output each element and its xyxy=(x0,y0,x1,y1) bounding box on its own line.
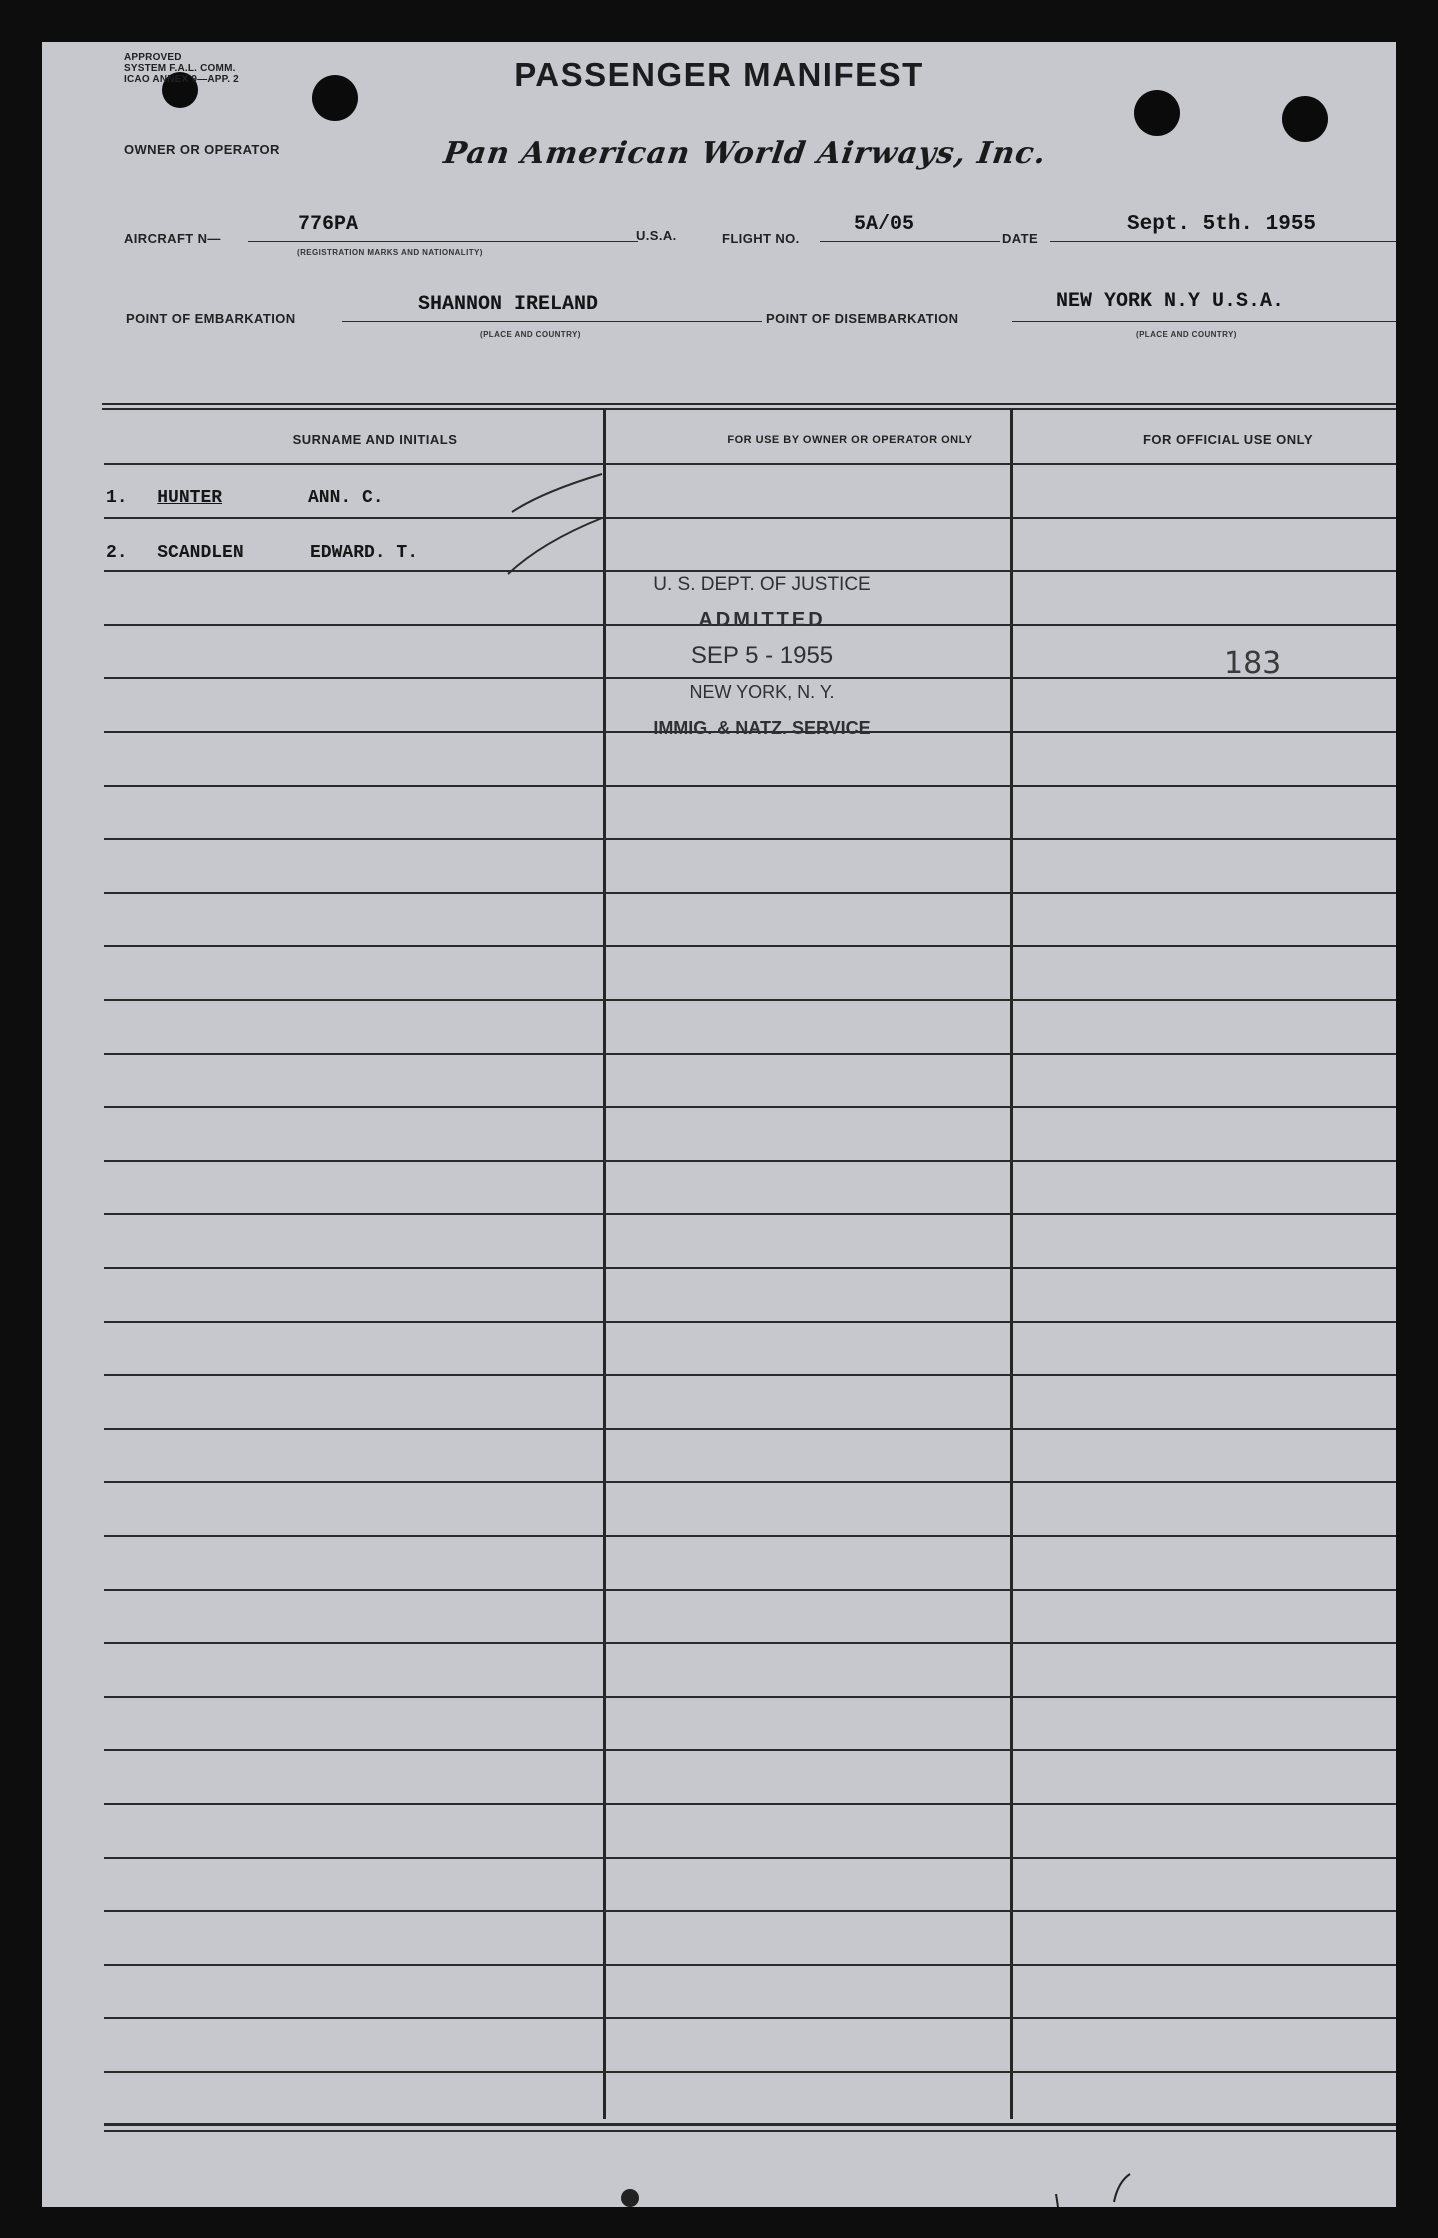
row-rule xyxy=(104,785,1396,787)
punch-hole-right-2 xyxy=(1282,96,1328,142)
stamp-line-city: NEW YORK, N. Y. xyxy=(689,682,835,702)
row-rule xyxy=(104,1267,1396,1269)
row-rule xyxy=(104,517,1396,519)
approval-line: ICAO ANNEX 9—APP. 2 xyxy=(124,74,239,85)
manifest-sheet xyxy=(42,42,1396,2207)
row-rule xyxy=(104,1857,1396,1859)
column-header-operator: FOR USE BY OWNER OR OPERATOR ONLY xyxy=(727,434,973,446)
row-rule xyxy=(104,1213,1396,1215)
table-bottom-rule xyxy=(104,2130,1396,2132)
row-rule xyxy=(104,1749,1396,1751)
disembark-label: POINT OF DISEMBARKATION xyxy=(766,311,959,326)
flight-label: FLIGHT NO. xyxy=(722,231,800,246)
row-rule xyxy=(104,1964,1396,1966)
row-rule xyxy=(104,463,1396,465)
check-marks xyxy=(502,462,612,582)
aircraft-caption: (REGISTRATION MARKS AND NATIONALITY) xyxy=(297,248,483,257)
passenger-row-1 xyxy=(106,488,222,508)
flight-underline xyxy=(820,241,1000,242)
owner-value: Pan American World Airways, Inc. xyxy=(441,136,1049,171)
passenger-initials: ANN. C. xyxy=(308,488,384,508)
date-label: DATE xyxy=(1002,231,1039,246)
punch-hole-right-1 xyxy=(1134,90,1180,136)
stamp-line-dept: U. S. DEPT. OF JUSTICE xyxy=(653,574,871,595)
aircraft-underline xyxy=(248,241,638,242)
row-rule xyxy=(104,2017,1396,2019)
disembark-caption: (PLACE AND COUNTRY) xyxy=(1136,330,1237,339)
passenger-number: 2. xyxy=(106,543,128,563)
usa-label: U.S.A. xyxy=(636,228,677,243)
embark-label: POINT OF EMBARKATION xyxy=(126,311,296,326)
column-divider-2 xyxy=(1010,409,1013,2119)
passenger-surname: HUNTER xyxy=(157,488,223,508)
passenger-initials: EDWARD. T. xyxy=(310,543,419,563)
row-rule xyxy=(104,1160,1396,1162)
stamp-line-admitted: ADMITTED xyxy=(698,609,826,631)
row-rule xyxy=(104,1428,1396,1430)
row-rule xyxy=(104,677,1396,679)
approval-line: APPROVED xyxy=(124,52,182,63)
row-rule xyxy=(104,1481,1396,1483)
embark-underline xyxy=(342,321,762,322)
table-top-rule xyxy=(102,403,1396,405)
row-rule xyxy=(104,1589,1396,1591)
aircraft-label: AIRCRAFT N— xyxy=(124,231,221,246)
row-rule xyxy=(104,892,1396,894)
official-handwritten-note: 183 xyxy=(1224,646,1282,681)
row-rule xyxy=(104,1910,1396,1912)
row-rule xyxy=(104,945,1396,947)
column-header-official: FOR OFFICIAL USE ONLY xyxy=(1142,432,1314,447)
row-rule xyxy=(104,570,1396,572)
table-bottom-rule xyxy=(104,2123,1396,2126)
disembark-underline xyxy=(1012,321,1396,322)
stamp-line-service: IMMIG. & NATZ. SERVICE xyxy=(653,718,871,738)
row-rule xyxy=(104,999,1396,1001)
approval-line: SYSTEM F.A.L. COMM. xyxy=(124,63,236,74)
row-rule xyxy=(104,1642,1396,1644)
owner-label: OWNER OR OPERATOR xyxy=(124,142,280,157)
embark-value: SHANNON IRELAND xyxy=(418,293,599,316)
row-rule xyxy=(104,1321,1396,1323)
date-underline xyxy=(1050,241,1396,242)
column-header-surname: SURNAME AND INITIALS xyxy=(292,432,458,447)
row-rule xyxy=(104,2071,1396,2073)
passenger-row-2 xyxy=(106,543,244,563)
column-divider-1 xyxy=(603,409,606,2119)
aircraft-value: 776PA xyxy=(298,213,359,236)
row-rule xyxy=(104,1053,1396,1055)
row-rule xyxy=(104,1535,1396,1537)
row-rule xyxy=(104,838,1396,840)
bottom-edge-marks xyxy=(562,2172,1162,2207)
passenger-surname: SCANDLEN xyxy=(157,543,244,563)
row-rule xyxy=(104,1696,1396,1698)
row-rule xyxy=(104,1106,1396,1108)
disembark-value: NEW YORK N.Y U.S.A. xyxy=(1056,290,1285,313)
row-rule xyxy=(104,1803,1396,1805)
page-title: PASSENGER MANIFEST xyxy=(514,56,924,93)
table-top-rule xyxy=(102,408,1396,410)
row-rule xyxy=(104,1374,1396,1376)
embark-caption: (PLACE AND COUNTRY) xyxy=(480,330,581,339)
stamp-line-date: SEP 5 - 1955 xyxy=(690,642,834,669)
date-value: Sept. 5th. 1955 xyxy=(1127,213,1317,236)
flight-value: 5A/05 xyxy=(854,213,915,236)
passenger-number: 1. xyxy=(106,488,128,508)
